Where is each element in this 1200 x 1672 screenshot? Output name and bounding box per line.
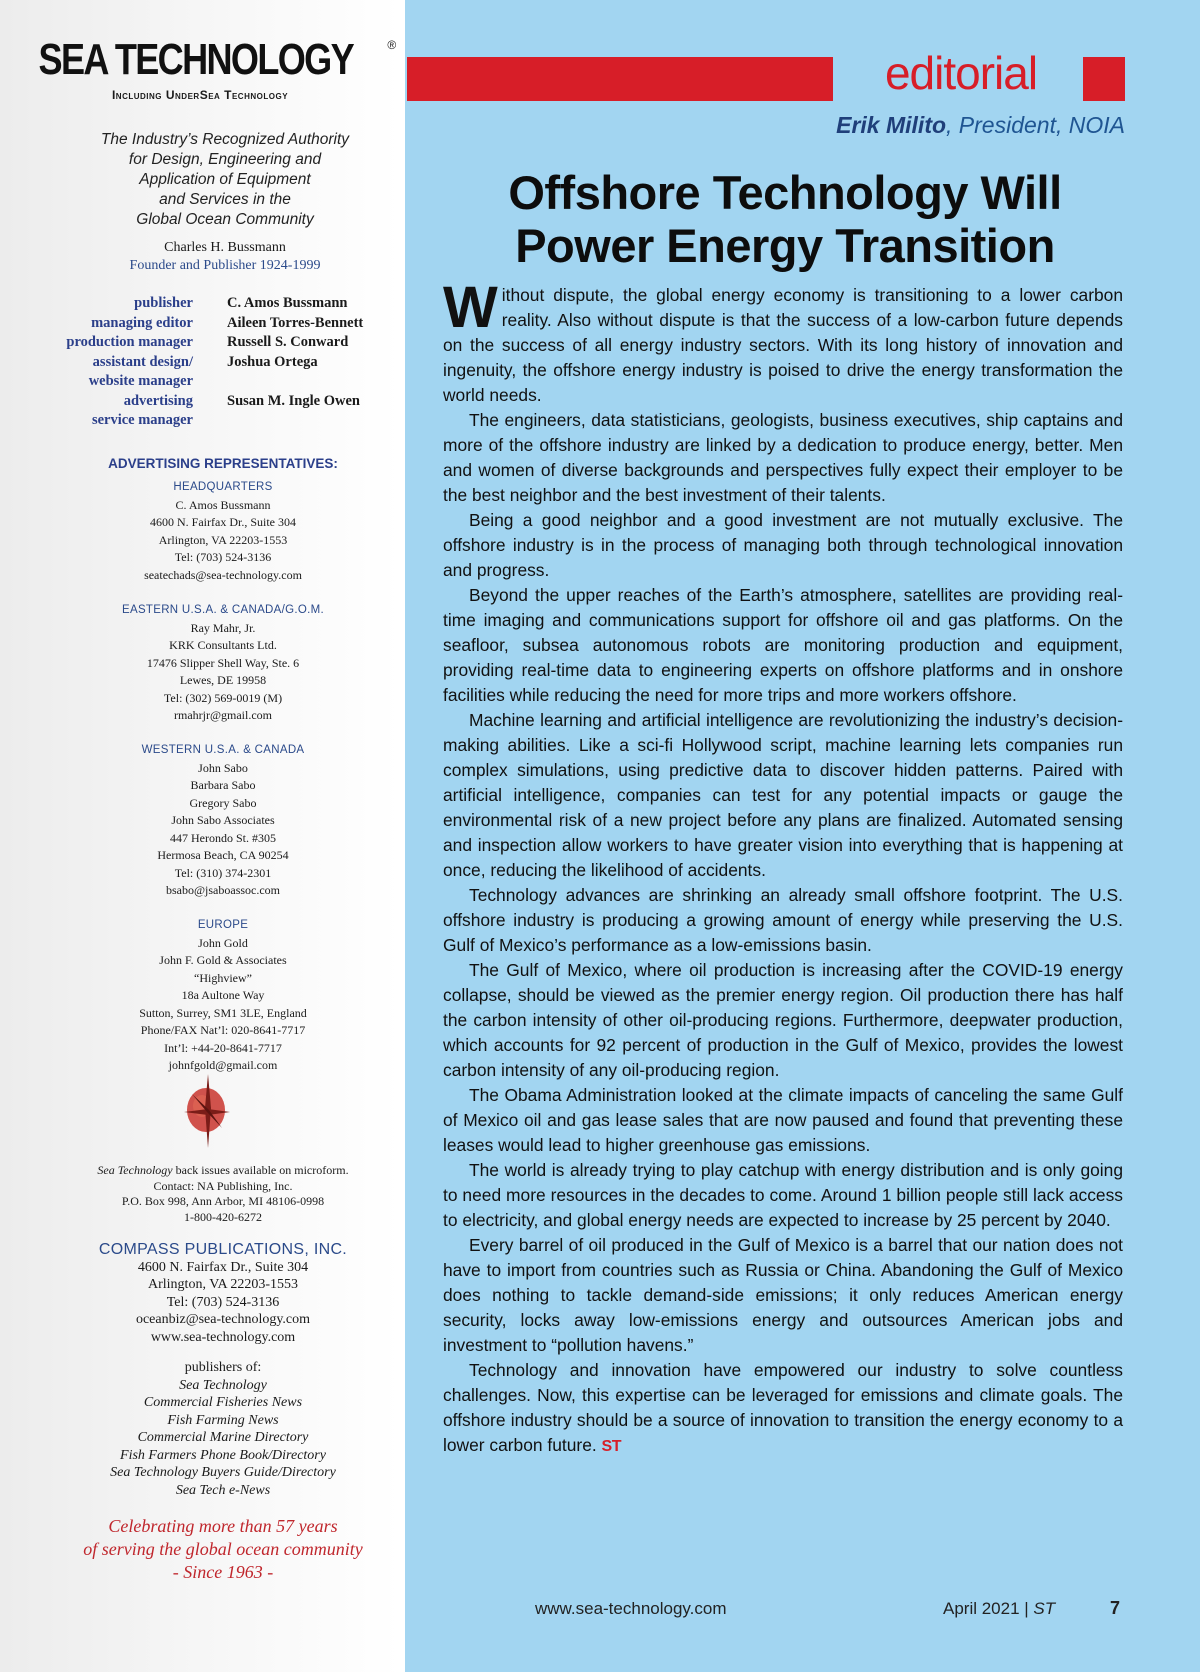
publication-title: Commercial Marine Directory <box>137 1430 309 1445</box>
staff-role: website manager <box>88 373 193 389</box>
staff-row <box>0 354 400 374</box>
article-headline <box>440 166 1130 272</box>
article-paragraph <box>443 1358 1123 1459</box>
article-body <box>443 275 1123 1459</box>
tagline-line: Global Ocean Community <box>136 211 314 228</box>
staff-row <box>0 334 400 354</box>
magazine-abbrev: ST <box>1033 1599 1056 1618</box>
compass-rose-icon <box>182 1072 232 1150</box>
slogan-line: Celebrating more than 57 years <box>108 1516 338 1536</box>
back-issues-title: Sea Technology <box>97 1163 173 1177</box>
article-paragraph: Technology advances are shrinking an already small offshore footprint. The U.S. offshore industry is producing a growing amount of energy while preserving the U.S. Gulf of Mexico’s performance as a low-emissions basin. <box>443 885 1123 955</box>
article-paragraph: The Gulf of Mexico, where oil production is increasing after the COVID-19 energy collapse, should be viewed as the premier energy region. Oil production there has half the carbon intensity of other oil-producing regions. Furthermore, deepwater production, which accounts for 92 percent of production in the Gulf of Mexico, provides the lowest carbon intensity of any oil-producing region. <box>443 960 1123 1080</box>
rep-heading: HEADQUARTERS <box>173 481 273 493</box>
last-paragraph-text: Technology and innovation have empowered our industry to solve countless challenges. Now, this expertise can be leveraged for emissions and climate goals. The offshore industry should be a source of innovation to transition the energy economy to a lower carbon future. <box>443 1360 1123 1455</box>
article-paragraph: Machine learning and artificial intelligence are revolutionizing the industry’s decision-making abilities. Like a sci-fi Hollywood script, machine learning lets companies run complex simulations, using predictive data to discover hidden patterns. Paired with artificial intelligence, companies can test for any potential impacts or gauge the environmental risk of a new project before any plans are finalized. Automated sensing and inspection allow workers to have greater vision into everything that is happening at once, reducing the likelihood of accidents. <box>443 710 1123 880</box>
publisher-email: oceanbiz@sea-technology.com <box>135 1312 311 1327</box>
staff-list <box>0 295 400 432</box>
issue-date: April 2021 | <box>943 1599 1034 1618</box>
rep-line: John Sabo Associates <box>171 813 275 827</box>
tagline-line: and Services in the <box>159 191 291 208</box>
first-paragraph-text: ithout dispute, the global energy economy is transitioning to a lower carbon reality. Also without dispute is that the success of a low-carbon future depends on the success of all energy industry sectors. With its long history of innovation and ingenuity, the offshore energy industry is poised to drive the energy transformation the world needs. <box>443 285 1123 405</box>
publications-list <box>0 1359 446 1499</box>
anniversary-slogan <box>0 1515 446 1584</box>
publication-title: Sea Technology <box>179 1377 267 1393</box>
back-issues-line <box>0 1163 446 1179</box>
masthead-sidebar <box>0 0 400 1672</box>
author-title: , President, NOIA <box>946 112 1125 138</box>
compass-publications <box>0 1241 446 1346</box>
publication-title: Fish Farmers Phone Book/Directory <box>120 1447 326 1463</box>
registered-mark: ® <box>387 38 397 52</box>
publisher-line: Tel: (703) 524-3136 <box>166 1294 280 1310</box>
byline <box>700 112 1125 139</box>
back-issues-phone: 1-800-420-6272 <box>184 1209 262 1224</box>
rep-line: Tel: (703) 524-3136 <box>174 550 272 564</box>
rep-heading: WESTERN U.S.A. & CANADA <box>141 744 305 756</box>
staff-name: Russell S. Conward <box>227 334 349 350</box>
article-paragraph: Being a good neighbor and a good investment are not mutually exclusive. The offshore industry is in the process of managing both through technological innovation and progress. <box>443 510 1123 580</box>
rep-line: Gregory Sabo <box>189 795 257 810</box>
tagline-line: The Industry’s Recognized Authority <box>100 131 350 148</box>
rep-europe <box>0 917 446 1075</box>
logo-subtitle: Including UnderSea Technology <box>111 88 289 102</box>
article-paragraph: The Obama Administration looked at the climate impacts of canceling the same Gulf of Mexico oil and gas lease sales that are now paused and found that preventing these leases would lead to higher greenhouse gas emissions. <box>443 1085 1123 1155</box>
rep-line: Ray Mahr, Jr. <box>190 620 256 635</box>
staff-row <box>0 295 400 315</box>
rep-line: Barbara Sabo <box>190 778 256 792</box>
footer-website: www.sea-technology.com <box>535 1599 727 1618</box>
publisher-line: Arlington, VA 22203-1553 <box>148 1277 298 1292</box>
article-paragraph <box>443 275 1123 408</box>
rep-line: Phone/FAX Nat’l: 020-8641-7717 <box>140 1023 306 1037</box>
rep-line: Hermosa Beach, CA 90254 <box>157 848 289 862</box>
rep-eastern <box>0 602 446 725</box>
staff-name: Joshua Ortega <box>227 353 318 370</box>
rep-email: seatechads@sea-technology.com <box>144 567 302 582</box>
header-red-square <box>1083 57 1125 101</box>
header-red-bar <box>407 57 833 101</box>
staff-name: Susan M. Ingle Owen <box>227 392 360 409</box>
founder-role: Founder and Publisher 1924-1999 <box>129 258 321 273</box>
back-issues-address: P.O. Box 998, Ann Arbor, MI 48106-0998 <box>121 1194 325 1208</box>
staff-row <box>0 315 400 335</box>
headline-line: Offshore Technology Will <box>508 166 1062 219</box>
rep-line: 447 Herondo St. #305 <box>170 830 276 845</box>
staff-role: advertising <box>123 392 193 409</box>
founder-credit <box>60 239 390 275</box>
end-mark: ST <box>601 1438 621 1455</box>
rep-line: John F. Gold & Associates <box>159 953 287 967</box>
rep-heading: EUROPE <box>197 919 249 931</box>
rep-western <box>0 742 446 900</box>
publication-title: Fish Farming News <box>167 1412 279 1428</box>
tagline-line: for Design, Engineering and <box>128 151 322 168</box>
rep-email: johnfgold@gmail.com <box>168 1058 278 1072</box>
logo-wordmark: SEA TECHNOLOGY <box>38 35 353 84</box>
rep-headquarters <box>0 479 446 584</box>
rep-line: Tel: (302) 569-0019 (M) <box>163 690 283 705</box>
founder-name: Charles H. Bussmann <box>164 240 286 255</box>
back-issues-note <box>0 1163 446 1225</box>
rep-line: KRK Consultants Ltd. <box>169 638 277 652</box>
staff-role: managing editor <box>91 314 193 331</box>
rep-email: rmahrjr@gmail.com <box>173 708 273 722</box>
article-paragraph: The world is already trying to play catchup with energy distribution and is only going to need more resources in the decades to come. Around 1 billion people still lack access to electricity, and global energy needs are expected to increase by 25 percent by 2040. <box>443 1160 1123 1230</box>
page-number: 7 <box>1110 1598 1121 1618</box>
rep-line: 18a Aultone Way <box>181 988 265 1002</box>
staff-row <box>0 412 400 432</box>
publisher-website: www.sea-technology.com <box>150 1329 296 1345</box>
drop-cap: W <box>443 275 498 340</box>
staff-row <box>0 393 400 413</box>
slogan-line: - Since 1963 - <box>172 1562 274 1582</box>
publications-label: publishers of: <box>184 1360 262 1375</box>
rep-line: John Gold <box>198 935 248 950</box>
staff-name: Aileen Torres-Bennett <box>227 314 364 331</box>
publication-title: Sea Technology Buyers Guide/Directory <box>110 1465 336 1480</box>
headline-line: Power Energy Transition <box>515 219 1055 272</box>
rep-line: C. Amos Bussmann <box>175 497 271 512</box>
staff-role: publisher <box>134 295 193 311</box>
publication-title: Commercial Fisheries News <box>143 1395 303 1410</box>
article-paragraph: Every barrel of oil produced in the Gulf of Mexico is a barrel that our nation does not have to import from countries such as Russia or China. Abandoning the Gulf of Mexico does nothing to tackle demand-side emissions; it only reduces American energy security, locks away low-emissions energy and outsources American jobs and investment to “pollution havens.” <box>443 1235 1123 1355</box>
author-name: Erik Milito <box>836 112 947 138</box>
footer-issue-date <box>943 1599 1055 1619</box>
rep-heading: EASTERN U.S.A. & CANADA/G.O.M. <box>122 604 324 616</box>
section-label: editorial <box>884 47 1038 99</box>
publisher-line: 4600 N. Fairfax Dr., Suite 304 <box>137 1259 309 1275</box>
sea-technology-logo <box>0 35 400 102</box>
rep-line: 17476 Slipper Shell Way, Ste. 6 <box>146 655 300 670</box>
back-issues-text: back issues available on microform. <box>172 1163 349 1177</box>
staff-row <box>0 373 400 393</box>
rep-email: bsabo@jsaboassoc.com <box>165 883 281 897</box>
rep-line: Sutton, Surrey, SM1 3LE, England <box>139 1005 307 1020</box>
rep-line: Tel: (310) 374-2301 <box>174 865 272 880</box>
staff-role: assistant design/ <box>92 353 193 370</box>
slogan-line: of serving the global ocean community <box>83 1539 363 1559</box>
rep-line: 4600 N. Fairfax Dr., Suite 304 <box>150 515 296 529</box>
publisher-name: COMPASS PUBLICATIONS, INC. <box>98 1241 348 1258</box>
publication-title: Sea Tech e-News <box>175 1482 271 1498</box>
article-paragraph: The engineers, data statisticians, geologists, business executives, ship captains and more of the offshore industry are linked by a dedication to produce energy, better. Men and women of diverse backgrounds and perspectives fully expect their employer to be the best neighbor and the best investment of their talents. <box>443 410 1123 505</box>
staff-role: service manager <box>91 412 193 428</box>
staff-name: C. Amos Bussmann <box>227 295 348 311</box>
rep-line: John Sabo <box>198 760 248 775</box>
staff-role: production manager <box>66 334 193 350</box>
rep-line: Lewes, DE 19958 <box>179 673 267 687</box>
tagline-line: Application of Equipment <box>139 171 311 188</box>
advertising-title: ADVERTISING REPRESENTATIVES: <box>108 456 338 471</box>
rep-line: “Highview” <box>194 970 252 985</box>
article-paragraph: Beyond the upper reaches of the Earth’s atmosphere, satellites are providing real-time imaging and communications support for offshore oil and gas platforms. On the seafloor, subsea autonomous robots are monitoring production and equipment, providing real-time data to engineering experts on offshore platforms and in onshore facilities while reducing the need for more trips and more workers offshore. <box>443 585 1123 705</box>
back-issues-contact: Contact: NA Publishing, Inc. <box>153 1178 293 1193</box>
tagline <box>60 130 390 230</box>
rep-line: Int’l: +44-20-8641-7717 <box>164 1040 282 1055</box>
rep-line: Arlington, VA 22203-1553 <box>158 532 288 547</box>
